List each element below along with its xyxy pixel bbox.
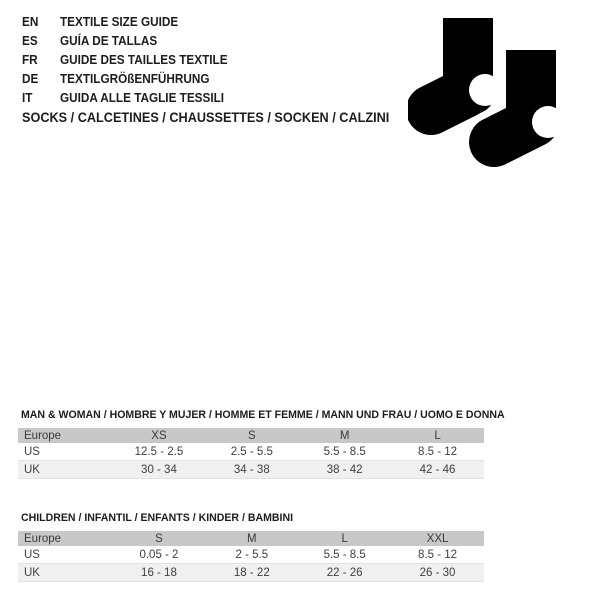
size-table: [18, 531, 484, 582]
col-header: XS: [151, 429, 167, 442]
language-label: TEXTILGRÖßENFÜHRUNG: [60, 72, 210, 86]
size-cell: 34 - 38: [233, 463, 270, 476]
col-header: Europe: [24, 532, 62, 545]
col-header: M: [247, 532, 257, 545]
language-row-fr: [22, 51, 238, 70]
col-header: L: [341, 532, 348, 545]
size-cell: 2.5 - 5.5: [230, 445, 273, 458]
size-cell: 30 - 34: [141, 463, 177, 476]
language-code: FR: [22, 53, 38, 67]
size-cell: 42 - 46: [419, 463, 456, 476]
col-header: S: [155, 532, 163, 545]
language-row-es: [22, 32, 238, 51]
table-row: [18, 564, 484, 582]
size-table: [18, 428, 484, 479]
size-cell: 38 - 42: [326, 463, 363, 476]
language-label: GUIDE DES TAILLES TEXTILE: [60, 53, 228, 67]
language-list: [22, 13, 238, 108]
col-header: M: [339, 429, 350, 442]
socks-icon: [408, 10, 570, 180]
col-header: L: [434, 429, 441, 442]
size-cell: 26 - 30: [419, 566, 456, 579]
table-man-woman: [18, 409, 505, 479]
size-cell: 0.05 - 2: [139, 548, 179, 561]
table-title: CHILDREN / INFANTIL / ENFANTS / KINDER / BAMBINI: [21, 512, 294, 524]
size-cell: 2 - 5.5: [235, 548, 269, 561]
size-cell: 8.5 - 12: [418, 445, 458, 458]
row-label: US: [24, 445, 40, 458]
col-header: S: [247, 429, 256, 442]
table-title: MAN & WOMAN / HOMBRE Y MUJER / HOMME ET FEMME / MANN UND FRAU / UOMO E DONNA: [21, 409, 505, 421]
language-code: EN: [22, 15, 39, 29]
language-row-de: [22, 70, 238, 89]
language-label: TEXTILE SIZE GUIDE: [60, 15, 179, 29]
col-header: Europe: [24, 429, 62, 442]
row-label: UK: [24, 463, 40, 476]
size-cell: 5.5 - 8.5: [323, 445, 366, 458]
size-cell: 18 - 22: [233, 566, 270, 579]
socks-icon-svg: [408, 10, 570, 180]
table-children: [18, 512, 484, 582]
size-cell: 5.5 - 8.5: [323, 548, 366, 561]
language-row-en: [22, 13, 238, 32]
size-cell: 16 - 18: [141, 566, 177, 579]
col-header: XXL: [426, 532, 449, 545]
size-cell: 12.5 - 2.5: [134, 445, 184, 458]
language-label: GUIDA ALLE TAGLIE TESSILI: [60, 91, 225, 105]
language-code: ES: [22, 34, 38, 48]
table-row: [18, 546, 484, 564]
table-row: [18, 443, 484, 461]
row-label: US: [24, 548, 40, 561]
table-row: [18, 461, 484, 479]
table-header-row: [18, 428, 484, 443]
size-cell: 22 - 26: [326, 566, 363, 579]
row-label: UK: [24, 566, 40, 579]
table-header-row: [18, 531, 484, 546]
language-row-it: [22, 89, 238, 108]
category-title: SOCKS / CALCETINES / CHAUSSETTES / SOCKEN / CALZINI: [22, 110, 390, 125]
language-code: IT: [22, 91, 33, 105]
size-cell: 8.5 - 12: [418, 548, 458, 561]
language-label: GUÍA DE TALLAS: [60, 34, 158, 48]
language-code: DE: [22, 72, 39, 86]
